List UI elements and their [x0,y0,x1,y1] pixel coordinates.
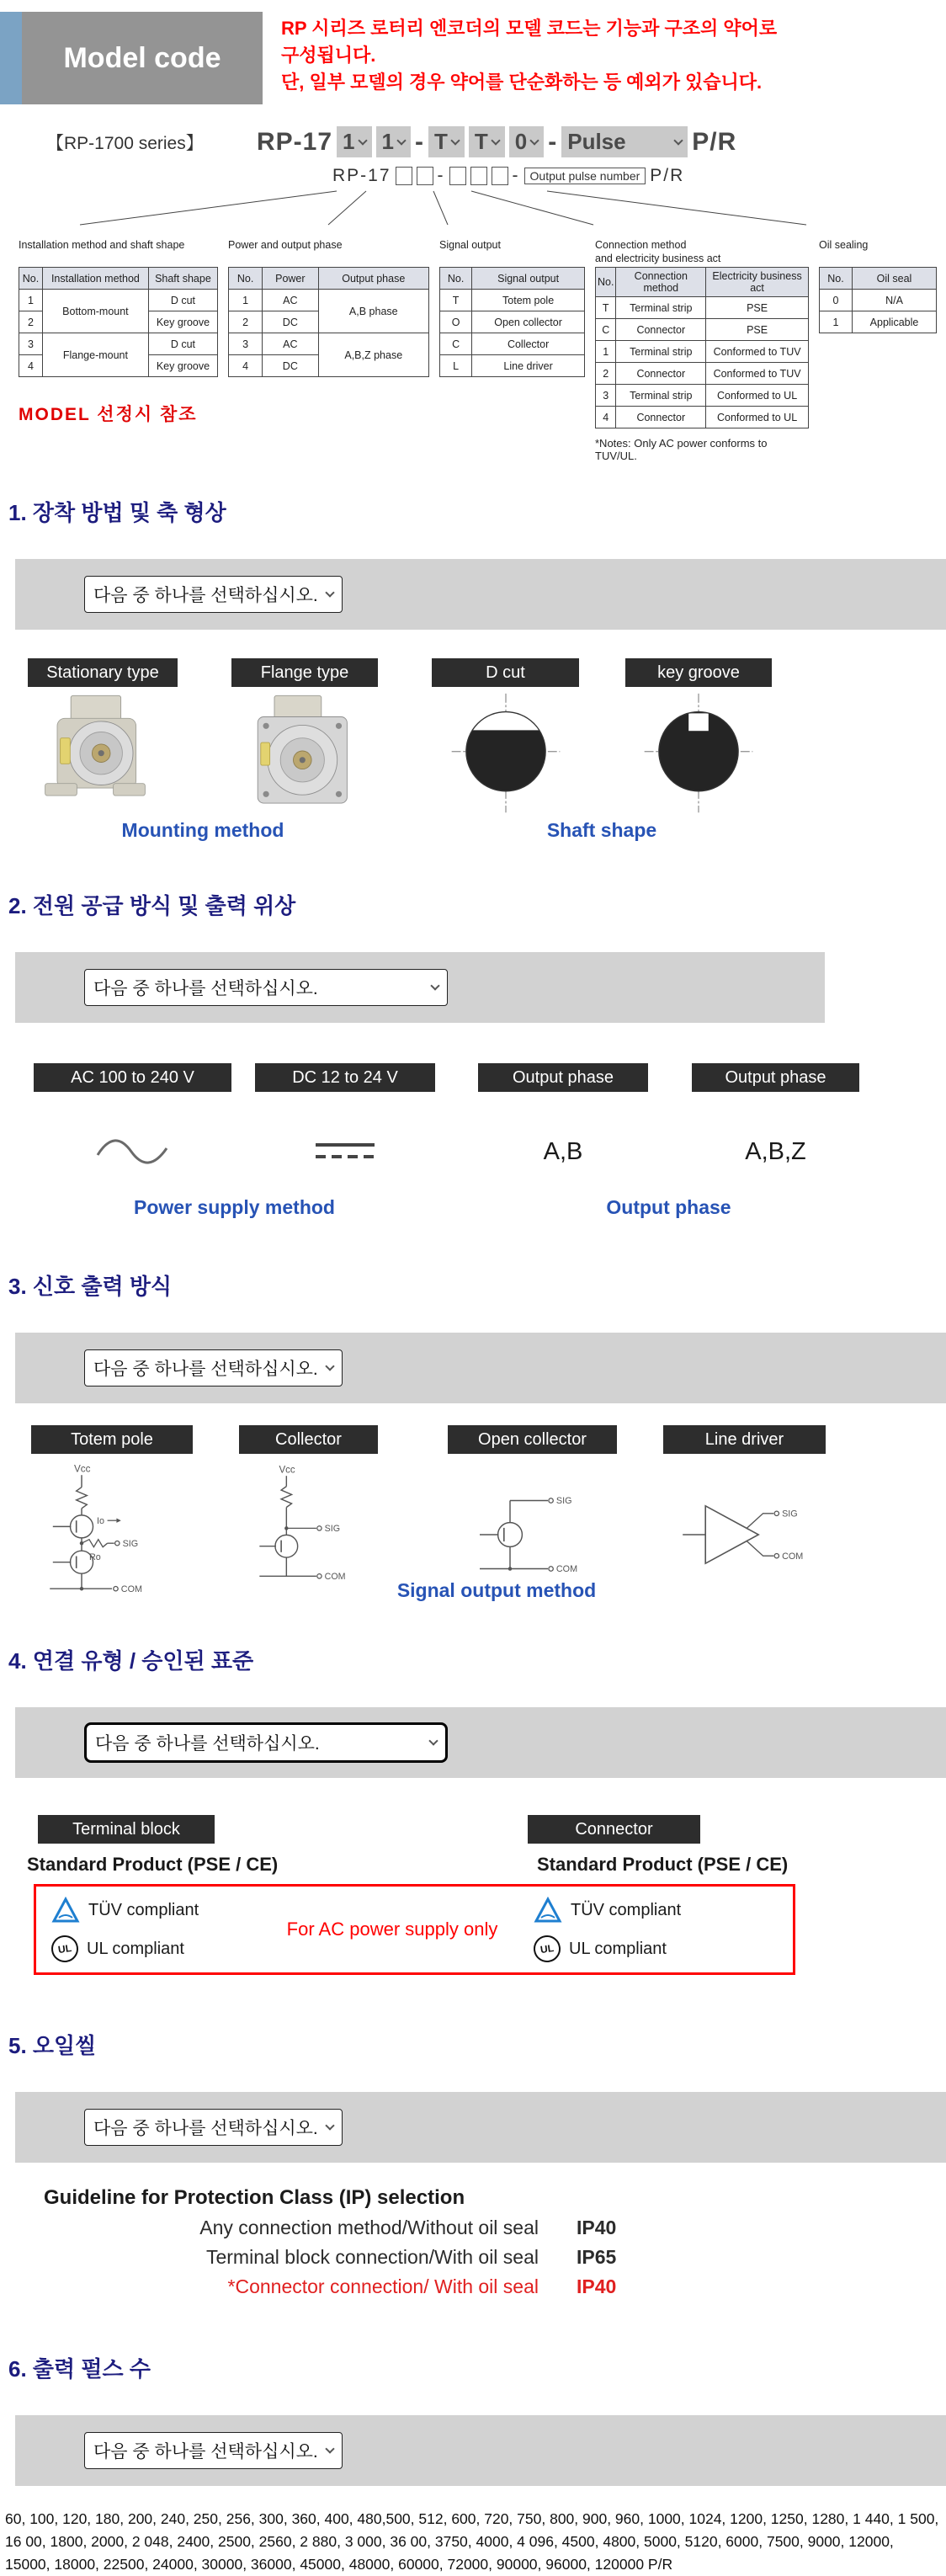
com-label: COM [781,1551,803,1562]
diagram-prefix: RP-17 [332,166,391,185]
col-header: Installation method [42,268,148,290]
chevron-down-icon [674,136,683,145]
open-collector-label: Open collector [448,1425,617,1454]
table-row: T Terminal strip PSE [596,297,809,319]
section-4 [0,1644,946,1975]
oil-table-column [819,237,937,462]
vcc-label: Vcc [74,1463,91,1475]
chevron-down-icon [430,981,439,990]
ac-power-only-note: For AC power supply only [286,1919,498,1940]
ul-compliance-item [534,1935,748,1962]
header-description [281,12,777,104]
header-desc-line3: 단, 일부 모델의 경우 약어를 단순화하는 등 예외가 있습니다. [281,71,763,93]
standard-product-left: Standard Product (PSE / CE) [27,1854,279,1875]
model-code-suffix: P/R [692,127,737,156]
col-header: No. [820,268,853,290]
guideline-desc: Terminal block connection/With oil seal [205,2246,539,2268]
section-3-band [15,1333,946,1403]
tuv-icon [51,1897,80,1924]
section-2 [0,889,946,1219]
chevron-down-icon [491,136,500,145]
section-4-standard-row [27,1854,946,1876]
header-accent-bar [0,12,22,104]
section-4-select[interactable] [84,1722,448,1763]
code-digit-box [470,167,487,185]
section-4-labels [38,1815,946,1844]
ip-rating: IP40 [577,2217,617,2238]
table-row: 2 Key groove [19,311,218,333]
connection-table [595,267,809,428]
model-code-select-2[interactable] [376,126,411,157]
table-row: 0 N/A [820,290,937,311]
select-value: 0 [514,129,528,154]
d-cut-shaft-image [447,692,565,814]
connector-label: Connector [528,1815,700,1844]
model-code-row [0,126,946,157]
sig-label: SIG [122,1538,139,1549]
select-value: 다음 중 하나를 선택하십시오. [93,2442,318,2462]
col-header: Signal output [472,268,585,290]
mounting-method-caption: Mounting method [121,819,284,841]
section-6 [0,2352,946,2576]
code-diagram [332,166,946,186]
model-code-select-1[interactable] [337,126,371,157]
table-row: 4 Key groove [19,355,218,377]
key-groove-figure [625,658,772,814]
col-header: Shaft shape [148,268,217,290]
chevron-down-icon [325,588,334,597]
select-value: 다음 중 하나를 선택하십시오. [93,1360,318,1379]
code-to-table-lines [0,189,946,237]
section-3-title: 3. 신호 출력 방식 [8,1274,173,1299]
io-label: Io [97,1515,105,1526]
ul-compliant-text: UL compliant [87,1939,184,1958]
dc-voltage-label: DC 12 to 24 V [255,1063,435,1092]
line-driver-label: Line driver [663,1425,826,1454]
section-3-select[interactable] [84,1349,343,1386]
line-driver-circuit-image [669,1459,821,1610]
ac-voltage-label: AC 100 to 240 V [34,1063,231,1092]
header [0,12,946,104]
connection-label-line1: Connection method [595,239,687,251]
chevron-down-icon [358,136,367,145]
chevron-down-icon [530,136,539,145]
table-row: 3 Flange-mount D cut [19,333,218,355]
model-code-dash-2: - [548,127,558,156]
table-row: 3 AC A,B,Z phase [229,333,429,355]
section-5-title: 5. 오일씰 [8,2033,97,2058]
com-label: COM [324,1571,346,1582]
table-row: 2 Connector Conformed to TUV [596,363,809,385]
code-digit-box [396,167,412,185]
col-header: No. [596,268,616,297]
table-row: 1 Bottom-mount D cut [19,290,218,311]
header-desc-line1: RP 시리즈 로터리 엔코더의 모델 코드는 기능과 구조의 약어로 [281,18,778,39]
tuv-compliant-text: TÜV compliant [88,1900,199,1919]
tuv-compliance-item [51,1897,266,1924]
section-3 [0,1269,946,1602]
section-2-labels [34,1063,946,1092]
page-title: Model code [63,41,221,74]
phase-ab-text: A,B [543,1137,583,1165]
signal-table [439,267,585,377]
ip-guideline-title: Guideline for Protection Class (IP) selection [44,2186,465,2209]
d-cut-figure [432,658,579,814]
col-header: Oil seal [853,268,937,290]
guideline-desc: Any connection method/Without oil seal [199,2217,539,2238]
connection-table-label [595,237,809,267]
ip-rating: IP65 [577,2246,617,2268]
section-1-title: 1. 장착 방법 및 축 형상 [8,500,226,525]
page [0,12,946,2576]
compliance-left [51,1897,266,1962]
col-header: Power [263,268,318,290]
sig-label: SIG [781,1509,798,1520]
oil-table [819,267,937,333]
table-row: T Totem pole [440,290,585,311]
totem-pole-circuit-image [36,1459,188,1623]
com-label: COM [555,1564,577,1575]
output-pulse-number-box: Output pulse number [524,168,646,184]
section-2-select[interactable] [84,969,448,1006]
section-1 [0,496,946,842]
section-2-captions [34,1196,946,1219]
diagram-dash: - [512,166,520,185]
ul-mark-text: UL [57,1941,72,1956]
section-5-band [15,2092,946,2163]
compliance-box [34,1884,795,1975]
select-value: 1 [343,129,355,154]
col-header: No. [19,268,43,290]
vcc-label: Vcc [278,1465,295,1476]
stationary-encoder-image [35,692,171,810]
select-value: 1 [381,129,394,154]
guideline-desc: *Connector connection/ With oil seal [227,2275,539,2297]
output-pulse-list: 60, 100, 120, 180, 200, 240, 250, 256, 300, 360, 400, 480,500, 512, 600, 720, 750, 800, 900, 960, 1000, 1024, 1200, 1250, 1280, 1 440, 1 500, 16 00, 1800, 2000, 2 048, 2400, 2500, 2560, 2 880, 3 000, 36 00, 3750, 4000, 4 096, 4500, 4800, 5000, 5120, 6000, 7500, 9000, 12000, 15000, 18000, 22500, 24000, 30000, 36000, 45000, 48000, 60000, 72000, 90000, 96000, 120000 P/R [5,2510,939,2573]
chevron-down-icon [325,2121,334,2130]
tuv-compliant-text: TÜV compliant [571,1900,682,1919]
terminal-block-label: Terminal block [38,1815,215,1844]
power-table [228,267,429,377]
installation-table [19,267,218,377]
code-digit-box [449,167,466,185]
table-row: 3 Terminal strip Conformed to UL [596,385,809,407]
tuv-icon [534,1897,562,1924]
chevron-down-icon [396,136,406,145]
shaft-shape-caption: Shaft shape [546,819,657,841]
table-row: 1 AC A,B phase [229,290,429,311]
output-phase-label-abz: Output phase [692,1063,859,1092]
flange-encoder-image [236,692,373,810]
page-title-box [22,12,263,104]
section-6-band [15,2415,946,2486]
collector-figure [239,1425,378,1623]
model-code-select-pulse[interactable] [561,126,688,157]
table-row: 4 Connector Conformed to UL [596,407,809,428]
code-digit-box [417,167,433,185]
code-digit-box [492,167,508,185]
chevron-down-icon [325,2444,334,2453]
section-6-select[interactable] [84,2432,343,2469]
key-groove-shaft-image [640,692,757,814]
diagram-suffix: P/R [650,166,685,185]
oil-table-label: Oil sealing [819,239,869,251]
installation-table-label: Installation method and shaft shape [19,239,185,251]
section-2-symbols [34,1122,946,1181]
connection-table-column [595,237,809,462]
section-4-band [15,1707,946,1778]
col-header: No. [229,268,263,290]
table-row: C Collector [440,333,585,355]
dc-symbol-icon [307,1135,383,1168]
section-1-captions [28,819,946,842]
power-supply-method-caption: Power supply method [134,1196,335,1218]
connection-label-line2: and electricity business act [595,253,721,265]
ip-guideline-row [0,2217,946,2239]
select-value: 다음 중 하나를 선택하십시오. [93,586,318,605]
power-table-label: Power and output phase [228,239,343,251]
ip-guideline-row [0,2246,946,2269]
table-row: C Connector PSE [596,319,809,341]
series-label: 【RP-1700 series】 [46,133,204,153]
ro-label: Ro [89,1552,101,1562]
signal-table-column [439,237,585,462]
compliance-right [534,1897,748,1962]
model-code-dash-1: - [414,127,424,156]
installation-table-column [19,237,218,462]
col-header: Connection method [616,268,706,297]
header-desc-line2: 구성됩니다. [281,44,376,66]
model-selection-reference-note: MODEL 선정시 참조 [19,405,198,424]
select-value: 다음 중 하나를 선택하십시오. [93,979,318,998]
section-6-title: 6. 출력 펄스 수 [8,2356,151,2382]
signal-table-label: Signal output [439,239,501,251]
select-value: T [433,129,448,154]
select-value: 다음 중 하나를 선택하십시오. [95,1734,320,1754]
standard-product-right: Standard Product (PSE / CE) [537,1854,789,1875]
col-header: Output phase [318,268,428,290]
stationary-type-figure [28,658,178,814]
phase-abz-text: A,B,Z [745,1137,806,1165]
ul-mark-text: UL [539,1941,555,1956]
collector-circuit-image [242,1459,376,1623]
key-groove-label: key groove [625,658,772,687]
col-header: Electricity business act [706,268,809,297]
ul-icon [532,1934,562,1964]
table-row: 1 Terminal strip Conformed to TUV [596,341,809,363]
ac-sine-wave-icon [91,1128,175,1175]
section-5 [0,2029,946,2298]
table-row: 1 Applicable [820,311,937,333]
model-code-configurator [257,126,736,157]
stationary-type-label: Stationary type [28,658,178,687]
col-header: No. [440,268,472,290]
power-table-column [228,237,429,462]
tuv-compliance-item [534,1897,748,1924]
signal-output-method-caption: Signal output method [396,1579,597,1601]
chevron-down-icon [325,1361,334,1370]
ul-compliant-text: UL compliant [569,1939,667,1958]
table-row: 2 DC [229,311,429,333]
select-value: T [474,129,488,154]
section-1-select[interactable] [84,576,343,613]
section-1-band [15,559,946,630]
model-code-select-5[interactable] [509,126,544,157]
totem-pole-label: Totem pole [31,1425,193,1454]
model-code-select-4[interactable] [469,126,505,157]
diagram-dash: - [437,166,445,185]
ip-guideline-row-connector [0,2275,946,2298]
com-label: COM [120,1583,142,1594]
sig-label: SIG [555,1496,571,1507]
ul-compliance-item [51,1935,266,1962]
flange-type-figure [231,658,378,814]
section-4-title: 4. 연결 유형 / 승인된 표준 [8,1648,254,1674]
table-row: L Line driver [440,355,585,377]
chevron-down-icon [428,1736,438,1745]
ip-rating: IP40 [577,2275,617,2297]
totem-pole-figure [31,1425,193,1623]
chevron-down-icon [450,136,460,145]
section-1-figures [28,658,946,814]
model-code-prefix: RP-17 [257,127,333,156]
output-phase-caption: Output phase [606,1196,731,1218]
tables-note: *Notes: Only AC power conforms to TUV/UL. [595,437,768,462]
table-row: O Open collector [440,311,585,333]
select-value: 다음 중 하나를 선택하십시오. [93,2119,318,2138]
line-driver-figure [663,1425,826,1623]
table-row: 4 DC [229,355,429,377]
output-phase-label-ab: Output phase [478,1063,648,1092]
ul-icon [50,1934,80,1964]
section-2-band [15,952,825,1023]
select-value: Pulse [567,129,626,154]
collector-label: Collector [239,1425,378,1454]
code-tables [19,237,946,462]
sig-label: SIG [324,1523,340,1534]
flange-type-label: Flange type [231,658,378,687]
d-cut-label: D cut [432,658,579,687]
section-5-select[interactable] [84,2109,343,2146]
model-code-select-3[interactable] [428,126,465,157]
section-2-title: 2. 전원 공급 방식 및 출력 위상 [8,893,296,918]
